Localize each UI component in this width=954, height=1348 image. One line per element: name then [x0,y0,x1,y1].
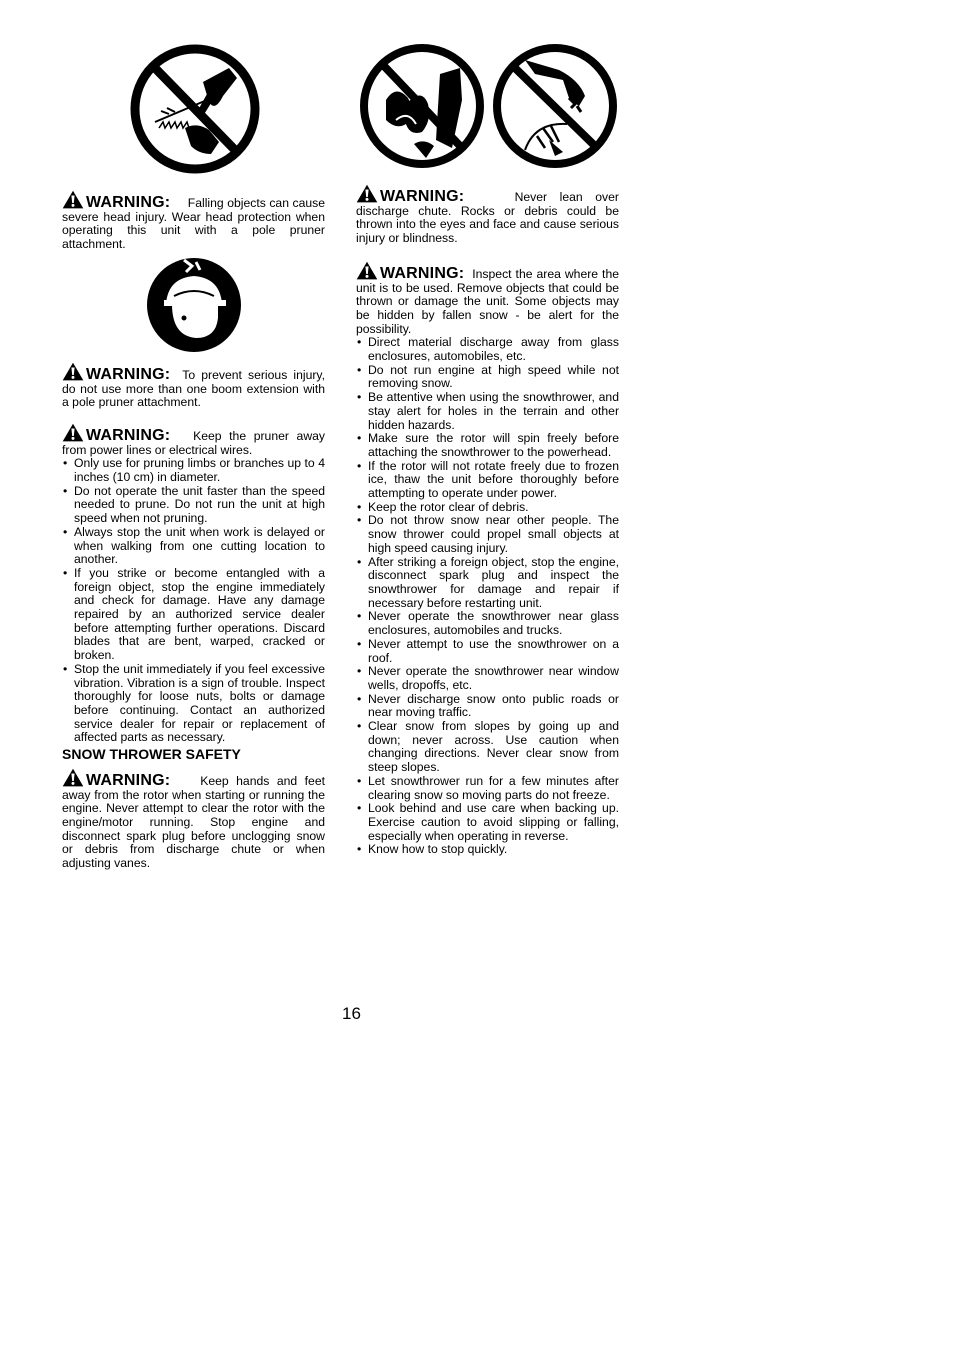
warning-text: Keep the pruner away from power lines or electrical wires. [62,428,325,457]
no-leaning-over-chute-icon [356,40,488,172]
warning-label: WARNING: [86,426,171,444]
list-item: • Do not run engine at high speed while not removing snow. [356,364,619,391]
section-heading: SNOW THROWER SAFETY [62,746,241,763]
warning-boom-extension [62,362,325,410]
warning-label: WARNING: [380,264,465,282]
no-cutting-overhead-icon [125,42,265,182]
warning-text: Falling objects can cause severe head injury. Wear head protection when operating this unit with a pole pruner attachment. [62,196,325,252]
list-item: • After striking a foreign object, stop the engine, disconnect spark plug and inspect the snowthrower for damage and repair if necessary before restarting unit. [356,556,619,611]
warning-text: Never lean over discharge chute. Rocks or debris could be thrown into the eyes and face and cause serious injury or blindness. [356,190,619,246]
warning-triangle-icon [62,768,84,787]
warning-triangle-icon [62,190,84,209]
warning-triangle-icon [62,362,84,381]
warning-inspect-area [356,261,619,337]
no-hands-near-rotor-icon [489,40,621,172]
warning-power-lines [62,423,325,457]
warning-label: WARNING: [380,188,465,205]
warning-triangle-icon [356,184,378,203]
list-item: • Look behind and use care when backing up. Exercise caution to avoid slipping or falling, especially when operating in reverse. [356,802,619,843]
list-item: • Never attempt to use the snowthrower on a roof. [356,638,619,665]
list-item: • Never operate the snowthrower near glass enclosures, automobiles and trucks. [356,610,619,637]
warning-label: WARNING: [86,771,171,789]
page-number: 16 [342,1004,361,1023]
list-item: • Never discharge snow onto public roads or near moving traffic. [356,693,619,720]
warning-triangle-icon [62,423,84,442]
warning-triangle-icon [356,261,378,280]
list-item: • Do not throw snow near other people. The snow thrower could propel small objects at high speed causing injury. [356,514,619,555]
list-item: • If you strike or become entangled with a foreign object, stop the engine immediately and check for damage. Have any damage repaired by an authorized service dealer before attempting further operations. Discard blades that are bent, warped, cracked or broken. [62,567,325,663]
warning-text: Keep hands and feet away from the rotor when starting or running the engine. Never attempt to clear the rotor with the engine/motor running. Stop engine and disconnect spark plug before unclogging snow or debris from discharge chute or when adjusting vanes. [62,773,325,871]
list-item: • Clear snow from slopes by going up and down; never across. Use caution when changing directions. Never clear snow from steep slopes. [356,720,619,775]
wear-head-protection-icon [144,256,244,354]
list-item: • Know how to stop quickly. [356,843,619,857]
list-item: • If the rotor will not rotate freely due to frozen ice, thaw the unit before thoroughly before attempting to operate under power. [356,460,619,501]
list-item: • Make sure the rotor will spin freely before attaching the snowthrower to the powerhead. [356,432,619,459]
warning-text: Inspect the area where the unit is to be used. Remove objects that could be thrown or damage the unit. Some objects may be hidden by fallen snow - be alert for the possibility. [356,266,620,336]
warning-falling-objects [62,190,325,252]
warning-label: WARNING: [86,365,171,383]
warning-label: WARNING: [86,194,171,211]
list-item: • Do not operate the unit faster than the speed needed to prune. Do not run the unit at high speed when not pruning. [62,485,325,526]
list-item: • Only use for pruning limbs or branches up to 4 inches (10 cm) in diameter. [62,457,325,484]
warning-rotor-hands [62,768,325,871]
list-item: • Let snowthrower run for a few minutes after clearing snow so moving parts do not freeze. [356,775,619,802]
snowthrower-safety-list [356,336,619,857]
list-item: • Be attentive when using the snowthrower, and stay alert for holes in the terrain and other hidden hazards. [356,391,619,432]
list-item: • Never operate the snowthrower near window wells, dropoffs, etc. [356,665,619,692]
warning-text: To prevent serious injury, do not use more than one boom extension with a pole pruner attachment. [62,367,325,410]
left-column [62,40,325,871]
pruner-safety-list [62,457,325,745]
right-column [356,40,619,857]
pictogram-row [356,40,619,174]
list-item: • Always stop the unit when work is delayed or when walking from one cutting location to another. [62,526,325,567]
list-item: • Stop the unit immediately if you feel excessive vibration. Vibration is a sign of trouble. Inspect thoroughly for loose nuts, bolts or damage before continuing. Contact an authorized service dealer for repair or replacement of affected parts as necessary. [62,663,325,745]
list-item: • Keep the rotor clear of debris. [356,501,619,515]
warning-discharge-chute [356,184,619,246]
list-item: • Direct material discharge away from glass enclosures, automobiles, etc. [356,336,619,363]
